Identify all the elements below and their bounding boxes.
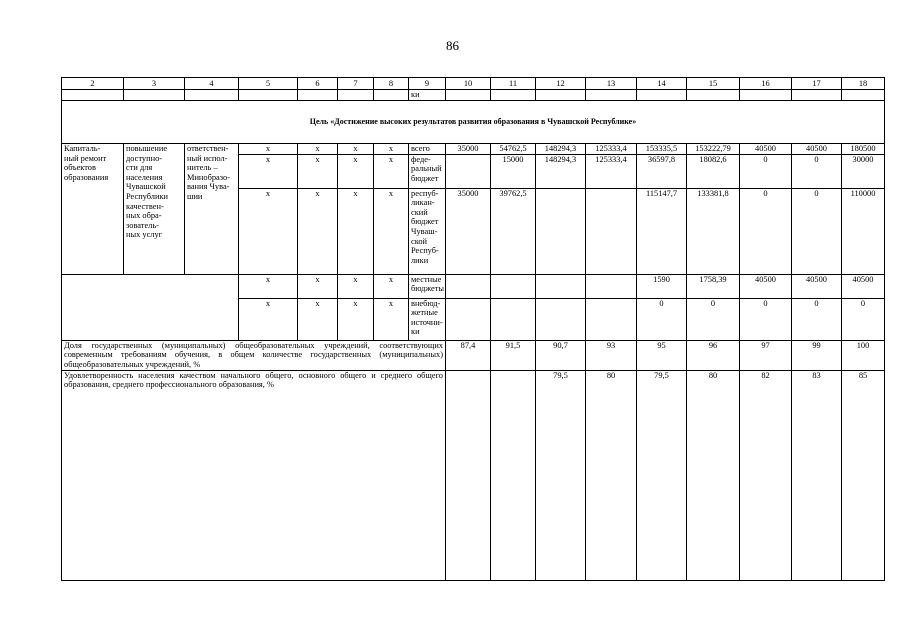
funding-value: 115147,7 — [637, 188, 687, 274]
header-tail-row — [62, 90, 905, 101]
mark-x: х — [374, 188, 409, 274]
col-num: 15 — [687, 78, 740, 90]
funding-value: 40500 — [740, 274, 792, 298]
col-num: 2 — [62, 78, 124, 90]
goal-title: Цель «Достижение высоких результатов развития образования в Чувашской Республике» — [62, 101, 885, 144]
funding-value: 0 — [740, 188, 792, 274]
funding-value: 0 — [687, 298, 740, 340]
mark-x: х — [374, 298, 409, 340]
funding-source: всего — [409, 144, 446, 155]
indicator-value: 96 — [687, 340, 740, 370]
funding-value — [586, 274, 637, 298]
mark-x: х — [338, 154, 374, 188]
funding-value: 39762,5 — [491, 188, 536, 274]
page-number: 86 — [446, 38, 459, 53]
funding-value — [536, 298, 586, 340]
mark-x: х — [338, 274, 374, 298]
indicator-value: 83 — [792, 370, 842, 581]
indicator-value: 100 — [842, 340, 885, 370]
funding-source: феде- ральный бюджет — [409, 154, 446, 188]
col-num: 3 — [124, 78, 185, 90]
funding-value: 133381,8 — [687, 188, 740, 274]
funding-value: 0 — [792, 154, 842, 188]
mark-x: х — [239, 298, 298, 340]
indicator-value: 91,5 — [491, 340, 536, 370]
funding-value: 125333,4 — [586, 154, 637, 188]
header-tail-text: ки — [409, 90, 446, 101]
indicator-value — [491, 370, 536, 581]
funding-value: 0 — [740, 298, 792, 340]
funding-value: 18082,6 — [687, 154, 740, 188]
indicator-value — [446, 370, 491, 581]
indicator-value: 87,4 — [446, 340, 491, 370]
funding-source: местные бюджеты — [409, 274, 446, 298]
event-executor: ответствен- ный испол- нитель – Минобразо- вания Чува- шии — [185, 144, 239, 275]
funding-value: 15000 — [491, 154, 536, 188]
indicator-value: 93 — [586, 340, 637, 370]
col-num: 18 — [842, 78, 885, 90]
event-name: Капиталь- ный ремонт объектов образования — [62, 144, 124, 275]
col-num: 10 — [446, 78, 491, 90]
indicator-value: 79,5 — [637, 370, 687, 581]
col-num: 11 — [491, 78, 536, 90]
mark-x: х — [338, 144, 374, 155]
mark-x: х — [239, 154, 298, 188]
indicator-value: 90,7 — [536, 340, 586, 370]
mark-x: х — [239, 144, 298, 155]
indicator-row — [62, 370, 905, 581]
mark-x: х — [298, 298, 338, 340]
indicator-value: 82 — [740, 370, 792, 581]
indicator-row — [62, 340, 905, 370]
funding-value — [586, 298, 637, 340]
mark-x: х — [374, 144, 409, 155]
mark-x: х — [298, 154, 338, 188]
funding-value: 35000 — [446, 188, 491, 274]
funding-value — [586, 188, 637, 274]
funding-value: 35000 — [446, 144, 491, 155]
col-num: 12 — [536, 78, 586, 90]
funding-value: 1590 — [637, 274, 687, 298]
col-num: 16 — [740, 78, 792, 90]
funding-value: 153335,5 — [637, 144, 687, 155]
funding-value: 180500 — [842, 144, 885, 155]
mark-x: х — [239, 274, 298, 298]
indicator-value: 97 — [740, 340, 792, 370]
funding-value: 40500 — [792, 274, 842, 298]
mark-x: х — [338, 188, 374, 274]
funding-value — [491, 298, 536, 340]
col-num: 4 — [185, 78, 239, 90]
program-table — [61, 77, 905, 581]
indicator-text: Удовлетворенность населения качеством начального общего, основного общего и среднего общего образования, среднего профессионального образования, % — [62, 370, 446, 581]
indicator-value: 80 — [586, 370, 637, 581]
funding-value — [446, 154, 491, 188]
funding-value: 1758,39 — [687, 274, 740, 298]
funding-value: 153222,79 — [687, 144, 740, 155]
mark-x: х — [374, 154, 409, 188]
funding-value: 125333,4 — [586, 144, 637, 155]
funding-value — [446, 274, 491, 298]
goal-row — [62, 101, 905, 144]
column-number-row — [62, 78, 905, 90]
funding-value: 0 — [637, 298, 687, 340]
funding-value: 148294,3 — [536, 144, 586, 155]
indicator-value: 85 — [842, 370, 885, 581]
col-num: 17 — [792, 78, 842, 90]
funding-value: 54762,5 — [491, 144, 536, 155]
funding-source: внебюд- жетные источни- ки — [409, 298, 446, 340]
mark-x: х — [239, 188, 298, 274]
mark-x: х — [298, 144, 338, 155]
funding-value: 40500 — [842, 274, 885, 298]
event-goal: повышение доступно- сти для населения Чувашской Республики качествен- ных обра- зователь- ных услуг — [124, 144, 185, 275]
funding-value: 110000 — [842, 188, 885, 274]
col-num: 7 — [338, 78, 374, 90]
funding-value: 0 — [792, 298, 842, 340]
mark-x: х — [374, 274, 409, 298]
funding-value: 0 — [842, 298, 885, 340]
mark-x: х — [338, 298, 374, 340]
funding-value: 30000 — [842, 154, 885, 188]
indicator-value: 99 — [792, 340, 842, 370]
mark-x: х — [298, 274, 338, 298]
col-num: 6 — [298, 78, 338, 90]
funding-value — [536, 274, 586, 298]
funding-value: 40500 — [740, 144, 792, 155]
funding-value: 148294,3 — [536, 154, 586, 188]
col-num: 9 — [409, 78, 446, 90]
col-num: 14 — [637, 78, 687, 90]
col-num: 5 — [239, 78, 298, 90]
funding-value: 36597,8 — [637, 154, 687, 188]
funding-value: 0 — [740, 154, 792, 188]
funding-value — [536, 188, 586, 274]
funding-value: 0 — [792, 188, 842, 274]
funding-row — [62, 144, 905, 155]
indicator-text: Доля государственных (муниципальных) общеобразовательных учреждений, соответствующих современным требованиям обучения, в общем количестве государственных (муниципальных) общеобразовательных учреждений, % — [62, 340, 446, 370]
funding-value — [491, 274, 536, 298]
indicator-value: 80 — [687, 370, 740, 581]
funding-value — [446, 298, 491, 340]
indicator-value: 79,5 — [536, 370, 586, 581]
col-num: 13 — [586, 78, 637, 90]
col-num: 8 — [374, 78, 409, 90]
mark-x: х — [298, 188, 338, 274]
funding-value: 40500 — [792, 144, 842, 155]
blank-cell — [62, 274, 239, 340]
funding-row — [62, 274, 905, 298]
indicator-value: 95 — [637, 340, 687, 370]
funding-source: респуб- ликан- ский бюджет Чуваш- ской Респуб- лики — [409, 188, 446, 274]
